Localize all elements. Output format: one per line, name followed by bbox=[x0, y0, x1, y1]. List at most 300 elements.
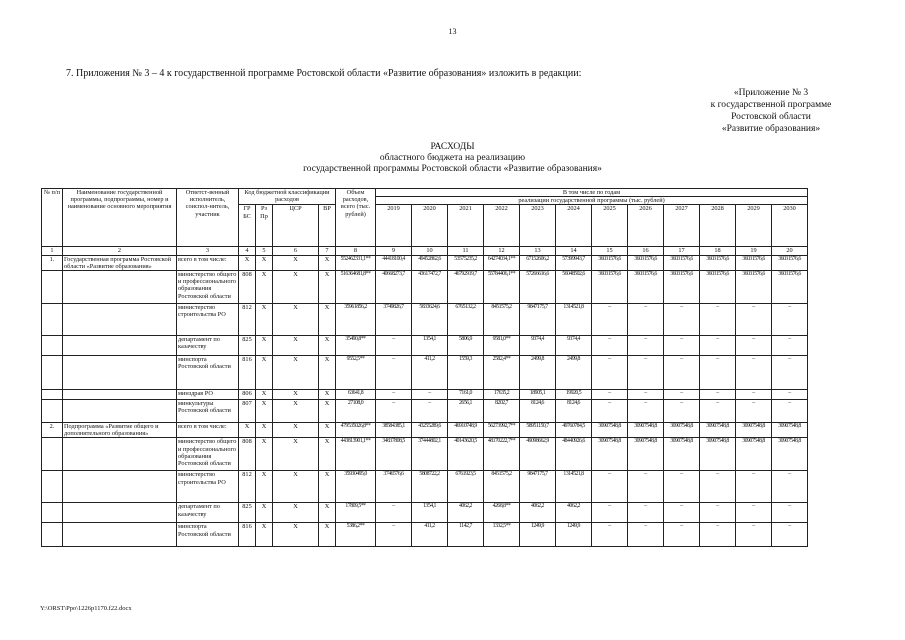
year-value-cell: 6761923,5 bbox=[448, 471, 484, 503]
year-value-cell: 2656,1 bbox=[448, 400, 484, 423]
row-executor-cell: всего в том числе: bbox=[177, 255, 239, 270]
year-value-cell: 30907548,8 bbox=[700, 438, 736, 471]
grbs-cell: 812 bbox=[239, 471, 256, 503]
year-value-cell: – bbox=[628, 304, 664, 336]
col-header-year: 2029 bbox=[736, 205, 772, 247]
col-header-total: Объем расходов, всего (тыс. рублей) bbox=[336, 189, 376, 247]
column-number-cell: 20 bbox=[772, 247, 808, 255]
year-value-cell: – bbox=[736, 304, 772, 336]
year-value-cell: – bbox=[664, 356, 700, 390]
rzpr-cell: X bbox=[256, 336, 273, 356]
col-header-year: 2028 bbox=[700, 205, 736, 247]
column-number-cell: 3 bbox=[177, 247, 239, 255]
year-value-cell: – bbox=[376, 336, 412, 356]
table-row bbox=[42, 271, 808, 304]
row-executor-cell: департамент по казачеству bbox=[177, 503, 239, 523]
year-value-cell: 30907548,8 bbox=[772, 423, 808, 438]
appendix-line: «Приложение № 3 bbox=[733, 88, 809, 98]
column-number-cell: 19 bbox=[736, 247, 772, 255]
year-value-cell: 30907548,8 bbox=[700, 423, 736, 438]
year-value-cell: 17635,2 bbox=[484, 390, 520, 400]
grbs-cell: 816 bbox=[239, 356, 256, 390]
col-header-vr: ВР bbox=[319, 205, 336, 247]
column-number-cell: 7 bbox=[319, 247, 336, 255]
year-value-cell: 9847175,7 bbox=[520, 304, 556, 336]
year-value-cell: – bbox=[664, 304, 700, 336]
row-number-cell bbox=[42, 336, 63, 356]
row-number-cell bbox=[42, 400, 63, 423]
year-value-cell: 8451575,2 bbox=[484, 304, 520, 336]
year-value-cell: 36031576,6 bbox=[772, 255, 808, 270]
year-value-cell: – bbox=[772, 336, 808, 356]
year-value-cell: – bbox=[700, 523, 736, 547]
column-number-cell: 15 bbox=[592, 247, 628, 255]
year-value-cell: 56273992,7** bbox=[484, 423, 520, 438]
row-number-cell: 1. bbox=[42, 255, 63, 270]
year-value-cell: 30907548,8 bbox=[736, 423, 772, 438]
col-header-year: 2022 bbox=[484, 205, 520, 247]
row-number-cell bbox=[42, 503, 63, 523]
year-value-cell: 8451575,2 bbox=[484, 471, 520, 503]
year-value-cell: – bbox=[628, 336, 664, 356]
column-number-cell: 1 bbox=[42, 247, 63, 255]
document-title bbox=[0, 142, 905, 175]
total-cell: 27108,0 bbox=[336, 400, 376, 423]
vr-cell: X bbox=[319, 271, 336, 304]
year-value-cell: – bbox=[700, 356, 736, 390]
table-row bbox=[42, 336, 808, 356]
col-header-no: № п/п bbox=[42, 189, 63, 247]
table-row bbox=[42, 471, 808, 503]
year-value-cell: 4062,2 bbox=[556, 503, 592, 523]
column-number-cell: 14 bbox=[556, 247, 592, 255]
rzpr-cell: X bbox=[256, 523, 273, 547]
year-value-cell: 19920,5 bbox=[556, 390, 592, 400]
column-number-cell: 17 bbox=[664, 247, 700, 255]
csr-cell: X bbox=[273, 356, 319, 390]
csr-cell: X bbox=[273, 523, 319, 547]
title-line: РАСХОДЫ bbox=[430, 142, 475, 152]
rzpr-cell: X bbox=[256, 423, 273, 438]
year-value-cell: 6765132,2 bbox=[448, 304, 484, 336]
row-number-cell bbox=[42, 523, 63, 547]
year-value-cell: 49760784,5 bbox=[556, 423, 592, 438]
row-name-cell: Подпрограмма «Развитие общего и дополнительного образования» bbox=[63, 423, 177, 438]
year-value-cell: – bbox=[376, 400, 412, 423]
year-value-cell: 18905,1 bbox=[520, 390, 556, 400]
col-header-csr: ЦСР bbox=[273, 205, 319, 247]
row-name-cell: Государственная программа Ростовской области «Развитие образования» bbox=[63, 255, 177, 270]
year-value-cell: – bbox=[700, 503, 736, 523]
row-executor-cell: министерство строительства РО bbox=[177, 471, 239, 503]
col-header-years-group bbox=[376, 189, 808, 197]
year-value-cell: 1314521,8 bbox=[556, 304, 592, 336]
total-cell: 516364681,8** bbox=[336, 271, 376, 304]
year-value-cell: 56048502,6 bbox=[556, 271, 592, 304]
year-value-cell: 36031576,6 bbox=[736, 271, 772, 304]
year-value-cell: 36031576,6 bbox=[592, 255, 628, 270]
col-header-year: 2019 bbox=[376, 205, 412, 247]
row-name-cell bbox=[63, 471, 177, 503]
year-value-cell: 53575235,2 bbox=[448, 255, 484, 270]
intro-paragraph: 7. Приложения № 3 – 4 к государственной программе Ростовской области «Развитие образования» изложить в редакции: bbox=[66, 68, 582, 79]
year-value-cell: 8202,7 bbox=[484, 400, 520, 423]
year-value-cell: 36031576,6 bbox=[664, 255, 700, 270]
expenditure-table bbox=[41, 188, 808, 547]
year-value-cell: 36031576,6 bbox=[700, 271, 736, 304]
year-value-cell: – bbox=[772, 390, 808, 400]
year-value-cell: 1314521,8 bbox=[556, 471, 592, 503]
rzpr-cell: X bbox=[256, 255, 273, 270]
year-value-cell: 4268,8** bbox=[484, 503, 520, 523]
row-name-cell bbox=[63, 304, 177, 336]
year-value-cell: – bbox=[376, 390, 412, 400]
year-value-cell: 30907548,8 bbox=[772, 438, 808, 471]
grbs-cell: 808 bbox=[239, 438, 256, 471]
title-line: областного бюджета на реализацию bbox=[379, 153, 526, 163]
column-number-cell: 16 bbox=[628, 247, 664, 255]
year-value-cell: 1354,1 bbox=[412, 503, 448, 523]
column-number-cell: 9 bbox=[376, 247, 412, 255]
year-value-cell: 36031576,6 bbox=[736, 255, 772, 270]
year-value-cell: 49098662,9 bbox=[520, 438, 556, 471]
table-row bbox=[42, 390, 808, 400]
table-row bbox=[42, 503, 808, 523]
total-cell: 35961856,2 bbox=[336, 304, 376, 336]
col-header-executor: Ответст-венный исполнитель, соиспол-нитель, участник bbox=[177, 189, 239, 247]
table-row bbox=[42, 304, 808, 336]
year-value-cell: 36031576,6 bbox=[664, 271, 700, 304]
year-value-cell: – bbox=[412, 390, 448, 400]
year-value-cell: 46792919,7 bbox=[448, 271, 484, 304]
year-value-cell: 58951150,7 bbox=[520, 423, 556, 438]
vr-cell: X bbox=[319, 356, 336, 390]
year-value-cell: 38584385,1 bbox=[376, 423, 412, 438]
col-header-budget-code: Код бюджетной классификации расходов bbox=[239, 189, 336, 205]
year-value-cell: – bbox=[628, 356, 664, 390]
year-value-cell: 49452862,6 bbox=[412, 255, 448, 270]
year-value-cell: – bbox=[664, 503, 700, 523]
year-value-cell: – bbox=[772, 304, 808, 336]
year-value-cell: 2582,4** bbox=[484, 356, 520, 390]
year-value-cell: – bbox=[664, 336, 700, 356]
appendix-header bbox=[680, 87, 862, 135]
year-value-cell: 55784406,1** bbox=[484, 271, 520, 304]
rzpr-cell: X bbox=[256, 438, 273, 471]
col-header-year: 2024 bbox=[556, 205, 592, 247]
row-executor-cell: минздрав РО bbox=[177, 390, 239, 400]
year-value-cell: 34837808,5 bbox=[376, 438, 412, 471]
vr-cell: X bbox=[319, 503, 336, 523]
year-value-cell: – bbox=[412, 400, 448, 423]
year-value-cell: 67152606,2 bbox=[520, 255, 556, 270]
year-value-cell: – bbox=[736, 503, 772, 523]
csr-cell: X bbox=[273, 400, 319, 423]
vr-cell: X bbox=[319, 304, 336, 336]
vr-cell: X bbox=[319, 438, 336, 471]
table-row bbox=[42, 423, 808, 438]
year-value-cell: – bbox=[592, 390, 628, 400]
year-value-cell: – bbox=[736, 471, 772, 503]
col-header-name: Наименование государственной программы, подпрограммы, номер и наименование основного мероприятия bbox=[63, 189, 177, 247]
table-row bbox=[42, 523, 808, 547]
year-value-cell: – bbox=[664, 400, 700, 423]
year-value-cell: 1332,5** bbox=[484, 523, 520, 547]
total-cell: 443813901,1** bbox=[336, 438, 376, 471]
total-cell: 35930495,0 bbox=[336, 471, 376, 503]
rzpr-cell: X bbox=[256, 390, 273, 400]
vr-cell: X bbox=[319, 523, 336, 547]
grbs-cell: X bbox=[239, 255, 256, 270]
year-value-cell: 411,2 bbox=[412, 523, 448, 547]
year-value-cell: – bbox=[592, 503, 628, 523]
year-value-cell: – bbox=[700, 336, 736, 356]
year-value-cell: – bbox=[628, 390, 664, 400]
year-value-cell: – bbox=[628, 471, 664, 503]
year-value-cell: – bbox=[700, 471, 736, 503]
col-header-years-sub: реализации государственной программы (тыс. рублей) bbox=[376, 197, 808, 205]
grbs-cell: 825 bbox=[239, 503, 256, 523]
year-value-cell: – bbox=[592, 336, 628, 356]
row-number-cell bbox=[42, 390, 63, 400]
csr-cell: X bbox=[273, 471, 319, 503]
row-number-cell bbox=[42, 471, 63, 503]
year-value-cell: – bbox=[592, 356, 628, 390]
csr-cell: X bbox=[273, 271, 319, 304]
column-number-cell: 2 bbox=[63, 247, 177, 255]
grbs-cell: 825 bbox=[239, 336, 256, 356]
rzpr-cell: X bbox=[256, 471, 273, 503]
vr-cell: X bbox=[319, 255, 336, 270]
csr-cell: X bbox=[273, 336, 319, 356]
row-name-cell bbox=[63, 400, 177, 423]
appendix-line: Ростовской области bbox=[731, 112, 811, 122]
year-value-cell: – bbox=[736, 390, 772, 400]
year-value-cell: – bbox=[700, 400, 736, 423]
row-name-cell bbox=[63, 438, 177, 471]
year-value-cell: 5808722,2 bbox=[412, 471, 448, 503]
csr-cell: X bbox=[273, 423, 319, 438]
table-row bbox=[42, 438, 808, 471]
total-cell: 5386,2** bbox=[336, 523, 376, 547]
column-number-cell: 10 bbox=[412, 247, 448, 255]
total-cell: 63641,8 bbox=[336, 390, 376, 400]
year-value-cell: 30907548,8 bbox=[592, 438, 628, 471]
year-value-cell: 1249,9 bbox=[556, 523, 592, 547]
year-value-cell: 30907548,8 bbox=[628, 438, 664, 471]
year-value-cell: 36031576,6 bbox=[592, 271, 628, 304]
year-value-cell: – bbox=[592, 471, 628, 503]
csr-cell: X bbox=[273, 503, 319, 523]
row-executor-cell: минспорта Ростовской области bbox=[177, 356, 239, 390]
rzpr-cell: X bbox=[256, 356, 273, 390]
row-number-cell bbox=[42, 356, 63, 390]
grbs-cell: 806 bbox=[239, 390, 256, 400]
year-value-cell: 9581,0** bbox=[484, 336, 520, 356]
row-number-cell bbox=[42, 438, 63, 471]
grbs-cell: 816 bbox=[239, 523, 256, 547]
year-value-cell: 30907548,8 bbox=[664, 423, 700, 438]
year-value-cell: – bbox=[736, 336, 772, 356]
column-number-cell: 4 bbox=[239, 247, 256, 255]
year-value-cell: 9374,4 bbox=[520, 336, 556, 356]
year-value-cell: – bbox=[628, 503, 664, 523]
rzpr-cell: X bbox=[256, 503, 273, 523]
row-name-cell bbox=[63, 390, 177, 400]
row-executor-cell: департамент по казачеству bbox=[177, 336, 239, 356]
year-value-cell: 48440926,6 bbox=[556, 438, 592, 471]
column-number-cell: 6 bbox=[273, 247, 319, 255]
vr-cell: X bbox=[319, 471, 336, 503]
year-value-cell: 46910748,9 bbox=[448, 423, 484, 438]
year-value-cell: 36031576,6 bbox=[628, 271, 664, 304]
year-value-cell: 4062,2 bbox=[448, 503, 484, 523]
row-name-cell bbox=[63, 271, 177, 304]
year-value-cell: 3746576,6 bbox=[376, 471, 412, 503]
row-name-cell bbox=[63, 356, 177, 390]
vr-cell: X bbox=[319, 423, 336, 438]
year-value-cell: – bbox=[700, 390, 736, 400]
year-value-cell: 8124,6 bbox=[520, 400, 556, 423]
column-number-cell: 8 bbox=[336, 247, 376, 255]
file-path-footer: Y:\ORST\Ppo\1226p1170.f22.docx bbox=[40, 605, 132, 612]
year-value-cell: 1354,1 bbox=[412, 336, 448, 356]
col-header-year: 2030 bbox=[772, 205, 808, 247]
year-value-cell: – bbox=[628, 400, 664, 423]
column-number-cell: 5 bbox=[256, 247, 273, 255]
grbs-cell: 812 bbox=[239, 304, 256, 336]
total-cell: 479535026,8** bbox=[336, 423, 376, 438]
year-value-cell: 7161,0 bbox=[448, 390, 484, 400]
row-executor-cell: министерство строительства РО bbox=[177, 304, 239, 336]
year-value-cell: – bbox=[700, 304, 736, 336]
year-value-cell: – bbox=[628, 523, 664, 547]
year-value-cell: 48170222,7** bbox=[484, 438, 520, 471]
year-value-cell: – bbox=[772, 503, 808, 523]
col-header-grbs: ГР БС bbox=[239, 205, 256, 247]
rzpr-cell: X bbox=[256, 400, 273, 423]
row-executor-cell: минкультуры Ростовской области bbox=[177, 400, 239, 423]
year-value-cell: – bbox=[664, 523, 700, 547]
row-executor-cell: министерство общего и профессионального образования Ростовской области bbox=[177, 438, 239, 471]
year-value-cell: 30907548,8 bbox=[664, 438, 700, 471]
year-value-cell: – bbox=[772, 400, 808, 423]
year-value-cell: 2499,8 bbox=[520, 356, 556, 390]
year-value-cell: – bbox=[592, 304, 628, 336]
col-header-rzpr: Рз Пр bbox=[256, 205, 273, 247]
year-value-cell: 40668273,7 bbox=[376, 271, 412, 304]
year-value-cell: 36031576,6 bbox=[772, 271, 808, 304]
year-value-cell: 36031576,6 bbox=[700, 255, 736, 270]
year-value-cell: 43617472,7 bbox=[412, 271, 448, 304]
year-value-cell: 1559,3 bbox=[448, 356, 484, 390]
year-value-cell: 411,2 bbox=[412, 356, 448, 390]
year-value-cell: 9374,4 bbox=[556, 336, 592, 356]
year-value-cell: 44418100,4 bbox=[376, 255, 412, 270]
year-value-cell: 8124,6 bbox=[556, 400, 592, 423]
table-row bbox=[42, 255, 808, 270]
csr-cell: X bbox=[273, 438, 319, 471]
row-number-cell bbox=[42, 271, 63, 304]
year-value-cell: 2499,8 bbox=[556, 356, 592, 390]
year-value-cell: – bbox=[376, 523, 412, 547]
grbs-cell: 808 bbox=[239, 271, 256, 304]
total-cell: 35490,8** bbox=[336, 336, 376, 356]
rzpr-cell: X bbox=[256, 271, 273, 304]
year-value-cell: – bbox=[736, 356, 772, 390]
row-name-cell bbox=[63, 523, 177, 547]
row-name-cell bbox=[63, 336, 177, 356]
year-value-cell: 3749826,7 bbox=[376, 304, 412, 336]
year-value-cell: 36031576,6 bbox=[628, 255, 664, 270]
row-executor-cell: минспорта Ростовской области bbox=[177, 523, 239, 547]
grbs-cell: 807 bbox=[239, 400, 256, 423]
vr-cell: X bbox=[319, 400, 336, 423]
column-number-cell: 12 bbox=[484, 247, 520, 255]
col-header-year: 2020 bbox=[412, 205, 448, 247]
col-header-year: 2026 bbox=[628, 205, 664, 247]
year-value-cell: 30907548,8 bbox=[592, 423, 628, 438]
year-value-cell: 30907548,8 bbox=[628, 423, 664, 438]
rzpr-cell: X bbox=[256, 304, 273, 336]
table-row bbox=[42, 356, 808, 390]
column-number-row bbox=[42, 247, 808, 255]
year-value-cell: – bbox=[736, 523, 772, 547]
year-value-cell: – bbox=[592, 523, 628, 547]
csr-cell: X bbox=[273, 390, 319, 400]
column-number-cell: 13 bbox=[520, 247, 556, 255]
year-value-cell: – bbox=[376, 356, 412, 390]
col-header-year: 2025 bbox=[592, 205, 628, 247]
year-value-cell: 40143620,5 bbox=[448, 438, 484, 471]
year-value-cell: 9847175,7 bbox=[520, 471, 556, 503]
year-value-cell: – bbox=[664, 471, 700, 503]
appendix-line: «Развитие образования» bbox=[721, 124, 821, 134]
row-number-cell bbox=[42, 304, 63, 336]
col-header-year: 2021 bbox=[448, 205, 484, 247]
vr-cell: X bbox=[319, 390, 336, 400]
row-number-cell: 2. bbox=[42, 423, 63, 438]
appendix-line: к государственной программе bbox=[710, 100, 832, 110]
row-executor-cell: министерство общего и профессионального образования Ростовской области bbox=[177, 271, 239, 304]
year-value-cell: 30907548,8 bbox=[736, 438, 772, 471]
year-value-cell: 1142,7 bbox=[448, 523, 484, 547]
vr-cell: X bbox=[319, 336, 336, 356]
years-header-line: В том числе по годам bbox=[562, 189, 621, 196]
col-header-year: 2027 bbox=[664, 205, 700, 247]
year-value-cell: – bbox=[772, 523, 808, 547]
row-executor-cell: всего в том числе: bbox=[177, 423, 239, 438]
year-value-cell: – bbox=[376, 503, 412, 523]
year-value-cell: 5833624,6 bbox=[412, 304, 448, 336]
total-cell: 9552,5** bbox=[336, 356, 376, 390]
total-cell: 17809,5** bbox=[336, 503, 376, 523]
year-value-cell: 43255289,6 bbox=[412, 423, 448, 438]
year-value-cell: 57266616,6 bbox=[520, 271, 556, 304]
year-value-cell: 57399943,7 bbox=[556, 255, 592, 270]
year-value-cell: 5806,9 bbox=[448, 336, 484, 356]
column-number-cell: 11 bbox=[448, 247, 484, 255]
grbs-cell: X bbox=[239, 423, 256, 438]
column-number-cell: 18 bbox=[700, 247, 736, 255]
year-value-cell: 1249,9 bbox=[520, 523, 556, 547]
table-row bbox=[42, 400, 808, 423]
year-value-cell: – bbox=[664, 390, 700, 400]
col-header-year: 2023 bbox=[520, 205, 556, 247]
csr-cell: X bbox=[273, 255, 319, 270]
csr-cell: X bbox=[273, 304, 319, 336]
year-value-cell: – bbox=[772, 471, 808, 503]
